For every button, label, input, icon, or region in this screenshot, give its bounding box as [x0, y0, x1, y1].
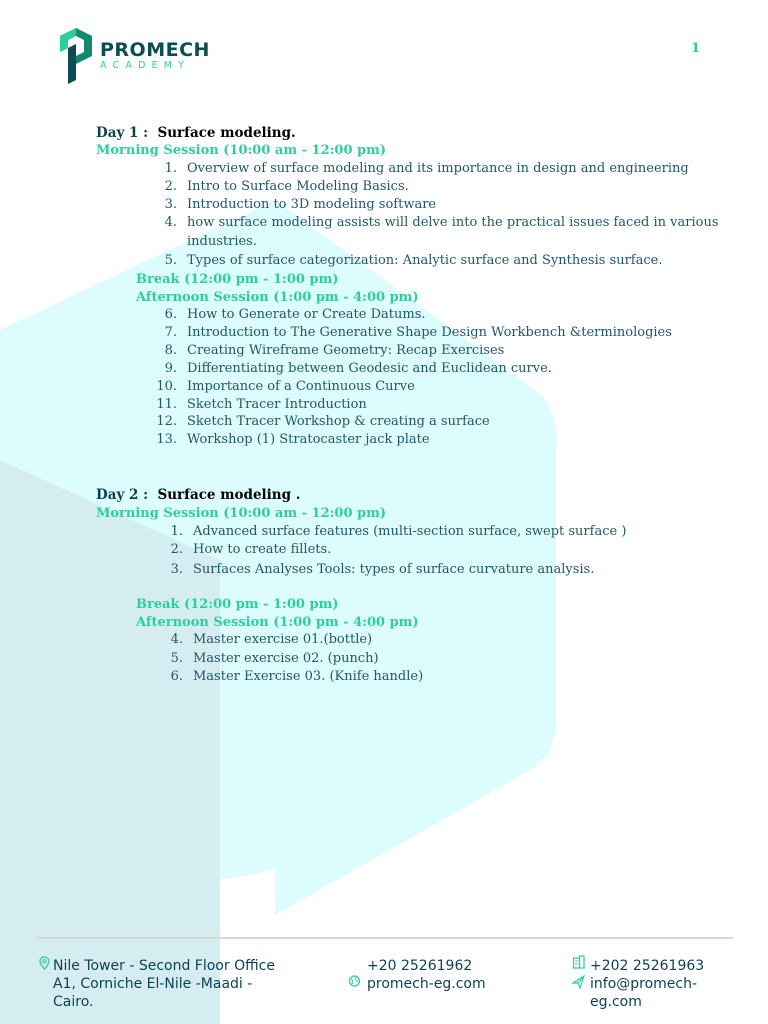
list-item-number: 11. [156, 397, 177, 412]
list-item-text: Surfaces Analyses Tools: types of surface curvature analysis. [193, 562, 595, 577]
list-item-number: 4. [170, 632, 183, 647]
day1-topic: Surface modeling. [157, 125, 296, 141]
day2-break: Break (12:00 pm - 1:00 pm) [136, 597, 339, 612]
list-item-text: Creating Wireframe Geometry: Recap Exercises [187, 343, 505, 358]
list-item-number: 5. [164, 253, 177, 268]
list-item-text: How to Generate or Create Datums. [187, 307, 426, 322]
list-item-number: 1. [164, 161, 177, 176]
list-item-number: 2. [164, 179, 177, 194]
footer-divider [38, 937, 733, 939]
location-pin-icon [38, 956, 51, 970]
day1-morning-session: Morning Session (10:00 am - 12:00 pm) [96, 143, 387, 158]
fax-number[interactable]: +202 25261963 [590, 958, 705, 974]
day2-afternoon-session: Afternoon Session (1:00 pm - 4:00 pm) [136, 615, 419, 630]
list-item-number: 4. [164, 215, 177, 230]
footer-contact-right [590, 957, 705, 1010]
promech-logo-mark-icon [58, 28, 94, 84]
list-item-text: Master exercise 02. (punch) [193, 651, 379, 666]
logo-sub-text: ACADEMY [100, 60, 191, 71]
day1-break: Break (12:00 pm - 1:00 pm) [136, 272, 339, 287]
globe-icon [348, 974, 361, 988]
list-item-number: 13. [156, 432, 177, 447]
address-line-1: Nile Tower - Second Floor Office [53, 958, 275, 974]
list-item-text: Importance of a Continuous Curve [187, 379, 415, 394]
list-item-text: Intro to Surface Modeling Basics. [187, 179, 409, 194]
list-item-text: Overview of surface modeling and its importance in design and engineering [187, 161, 689, 176]
list-item-text: industries. [187, 234, 257, 249]
list-item-text: Sketch Tracer Workshop & creating a surface [187, 414, 490, 429]
page-number: 1 [690, 41, 700, 56]
list-item-number: 7. [164, 325, 177, 340]
list-item-number: 10. [156, 379, 177, 394]
send-mail-icon [572, 975, 585, 989]
list-item-number: 9. [164, 361, 177, 376]
footer-contact-center [367, 957, 486, 993]
email-link-continued[interactable]: eg.com [590, 994, 642, 1010]
footer-address [53, 957, 275, 1011]
day2-title [96, 487, 300, 503]
phone-number[interactable]: +20 25261962 [367, 958, 473, 974]
list-item-number: 1. [170, 524, 183, 539]
list-item-text: Workshop (1) Stratocaster jack plate [187, 432, 430, 447]
list-item-text: Sketch Tracer Introduction [187, 397, 367, 412]
list-item-number: 5. [170, 651, 183, 666]
email-link[interactable]: info@promech- [590, 976, 698, 992]
logo-main-text: PROMECH [100, 39, 210, 61]
building-icon [572, 955, 585, 969]
list-item-text: Master Exercise 03. (Knife handle) [193, 669, 424, 684]
address-line-3: Cairo. [53, 994, 94, 1010]
day2-morning-session: Morning Session (10:00 am - 12:00 pm) [96, 506, 387, 521]
list-item-number: 8. [164, 343, 177, 358]
list-item-text: Introduction to 3D modeling software [187, 197, 437, 212]
list-item-text: Introduction to The Generative Shape Design Workbench &terminologies [187, 325, 672, 340]
promech-logo [58, 28, 210, 84]
day2-label: Day 2 : [96, 487, 149, 503]
list-item-text: how surface modeling assists will delve into the practical issues faced in various [187, 215, 719, 230]
list-item-number: 12. [156, 414, 177, 429]
day1-afternoon-session: Afternoon Session (1:00 pm - 4:00 pm) [136, 290, 419, 305]
list-item-text: Types of surface categorization: Analytic surface and Synthesis surface. [187, 253, 663, 268]
list-item-number: 2. [170, 542, 183, 557]
list-item-text: Differentiating between Geodesic and Euclidean curve. [187, 361, 552, 376]
list-item-number: 3. [164, 197, 177, 212]
day1-title [96, 125, 296, 141]
address-line-2: A1, Corniche El-Nile -Maadi - [53, 976, 253, 992]
list-item-text: Master exercise 01.(bottle) [193, 632, 373, 647]
day2-topic: Surface modeling . [157, 487, 301, 503]
list-item-number: 6. [164, 307, 177, 322]
list-item-text: Advanced surface features (multi-section surface, swept surface ) [193, 524, 627, 539]
day1-label: Day 1 : [96, 125, 149, 141]
list-item-number: 6. [170, 669, 183, 684]
list-item-number: 3. [170, 562, 183, 577]
website-link[interactable]: promech-eg.com [367, 976, 486, 992]
list-item-text: How to create fillets. [193, 542, 332, 557]
